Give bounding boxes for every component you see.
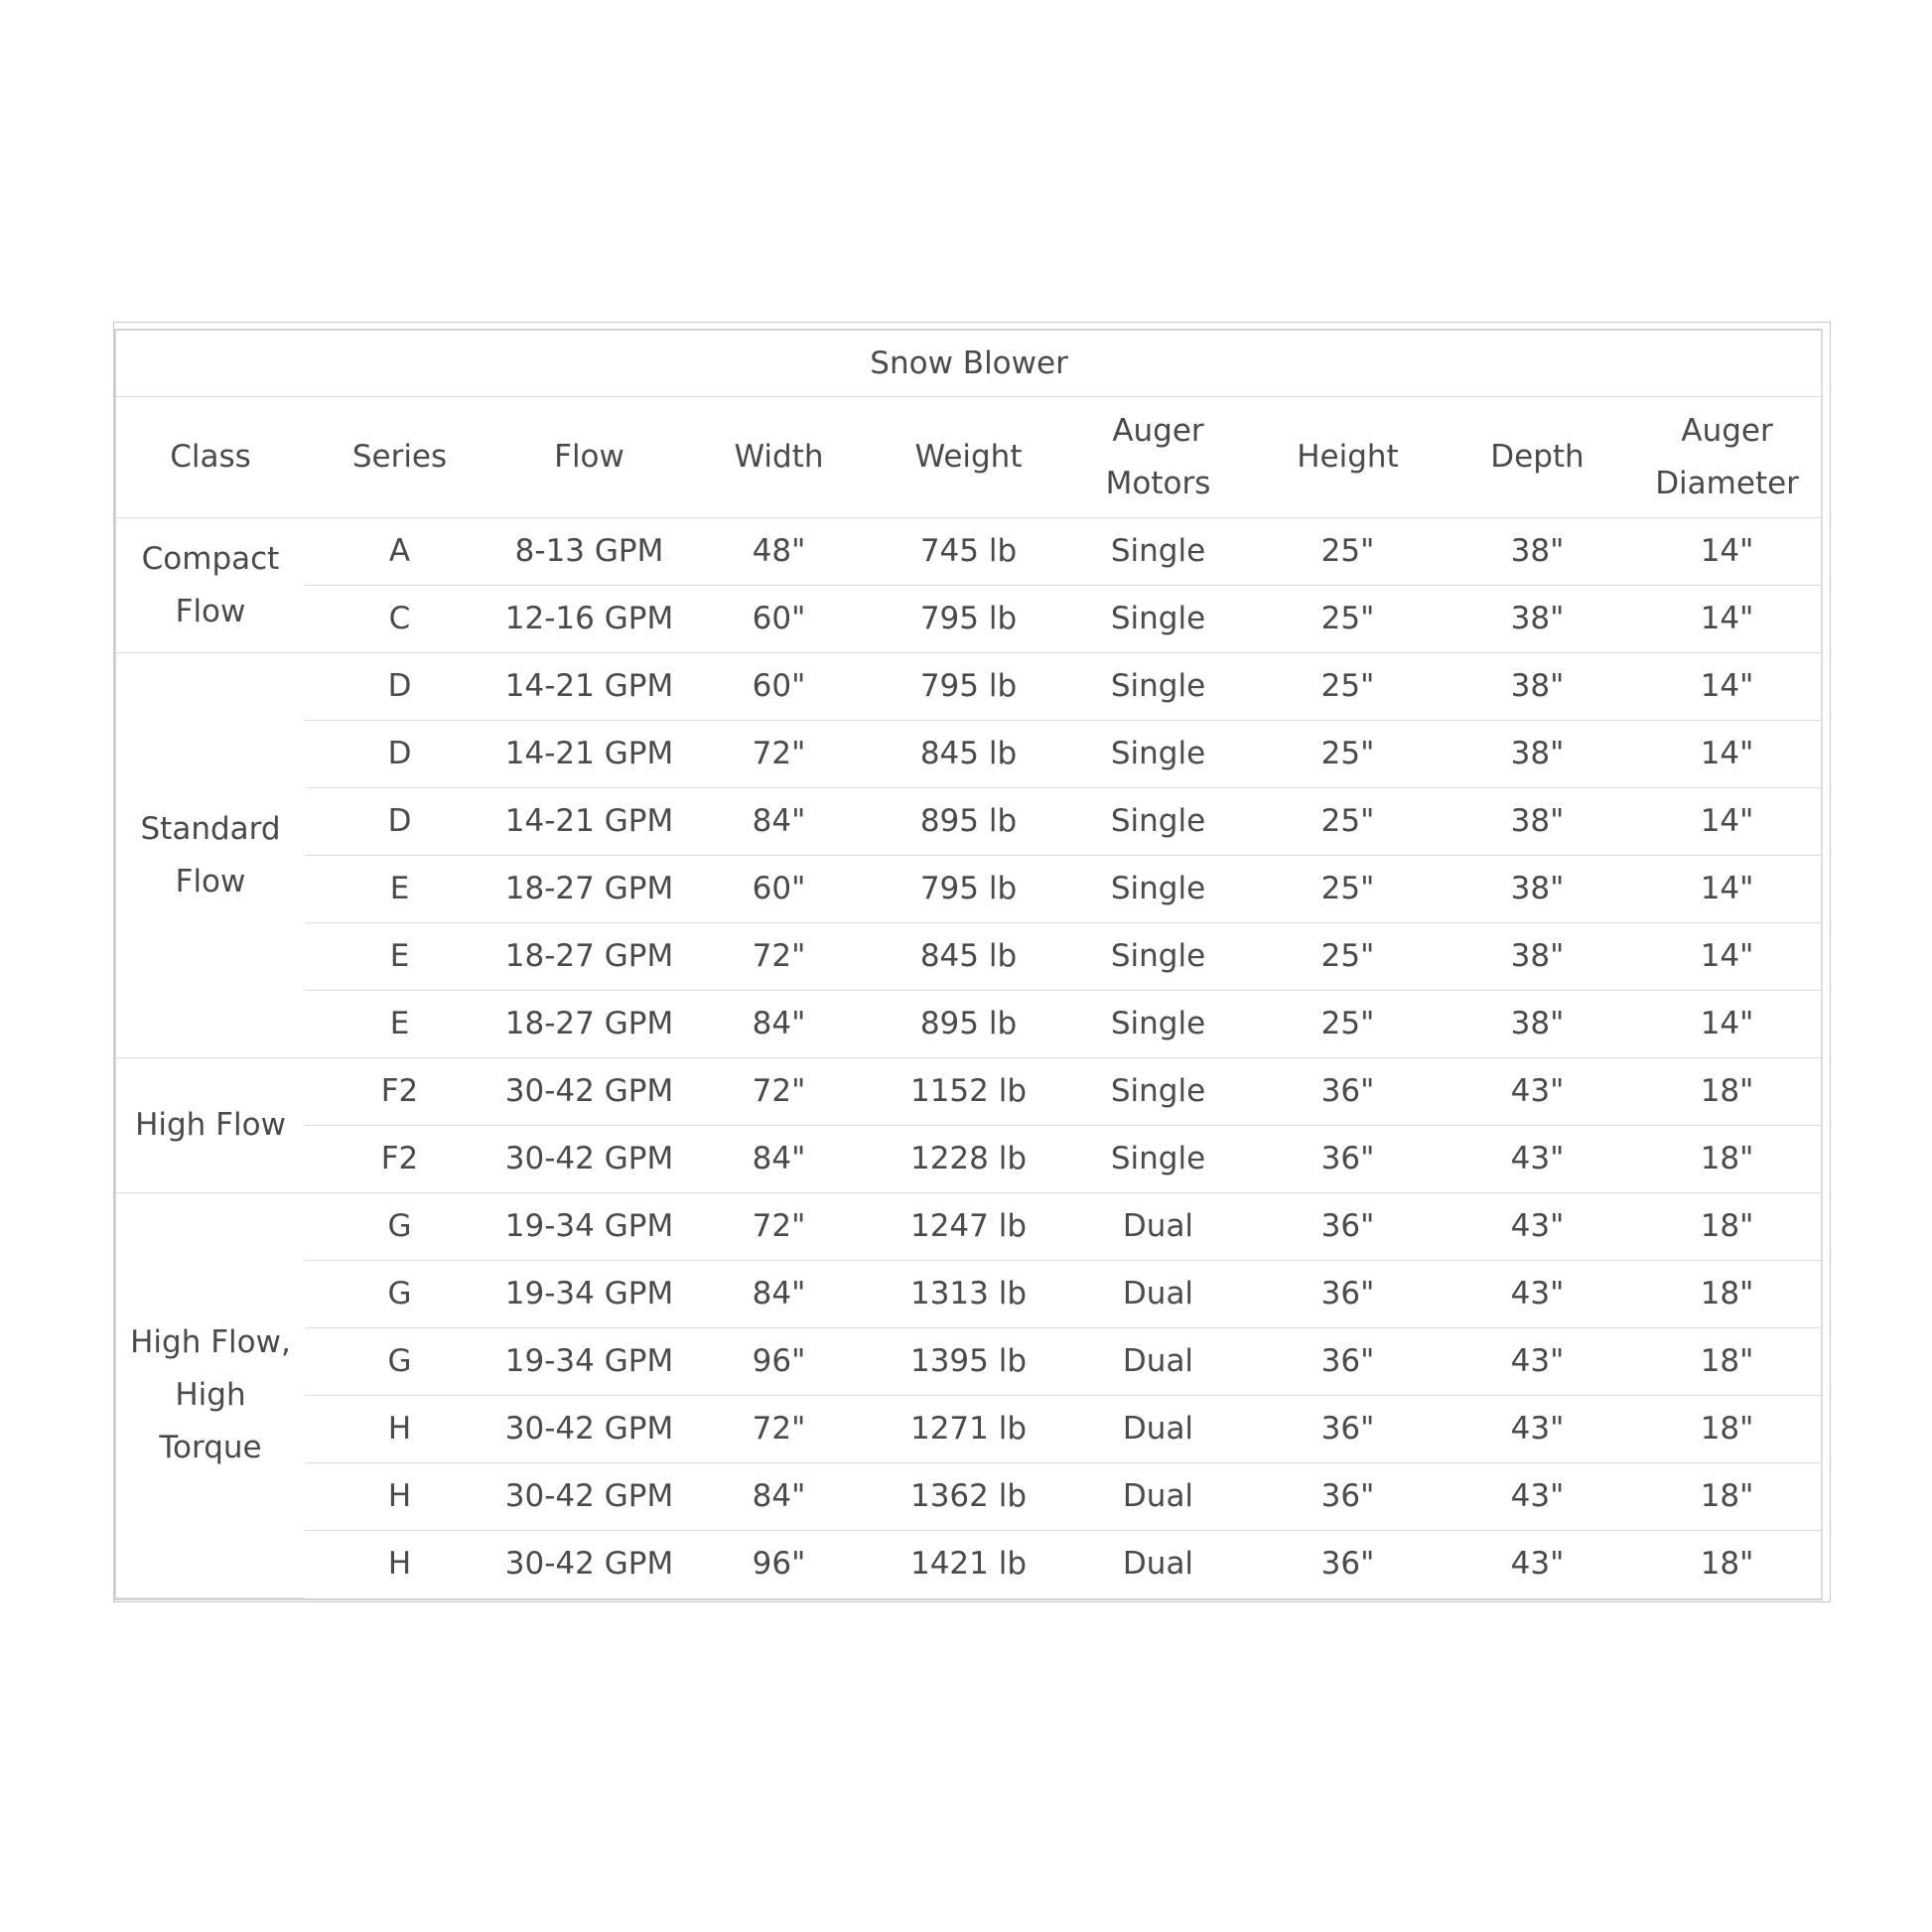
height-cell: 25" <box>1253 518 1443 586</box>
auger-motors-cell: Dual <box>1063 1463 1253 1531</box>
auger-motors-cell: Dual <box>1063 1396 1253 1463</box>
auger-motors-cell: Single <box>1063 586 1253 653</box>
flow-cell: 30-42 GPM <box>504 1546 674 1582</box>
auger-motors-cell: Single <box>1063 518 1253 586</box>
flow-cell: 14-21 GPM <box>494 653 684 721</box>
auger-motors-cell: Single <box>1063 923 1253 991</box>
series-cell: H <box>305 1463 494 1531</box>
auger-diameter-cell: 18" <box>1632 1193 1822 1261</box>
header-auger-diameter-line2: Diameter <box>1655 465 1799 501</box>
spec-table-container <box>114 329 1823 1600</box>
class-label-line: Compact <box>141 540 280 577</box>
class-label-line: High <box>175 1376 246 1413</box>
height-cell: 36" <box>1253 1126 1443 1193</box>
header-auger-diameter <box>1632 397 1822 518</box>
weight-cell: 1313 lb <box>874 1261 1063 1328</box>
auger-motors-cell: Single <box>1063 856 1253 923</box>
height-cell: 36" <box>1253 1396 1443 1463</box>
class-label-line: High Flow, <box>130 1323 291 1360</box>
auger-diameter-cell: 18" <box>1632 1328 1822 1396</box>
weight-cell: 795 lb <box>874 586 1063 653</box>
table-header-row <box>116 397 1822 518</box>
depth-cell: 43" <box>1443 1463 1632 1531</box>
width-cell: 48" <box>684 518 874 586</box>
class-cell <box>116 518 305 653</box>
series-cell: C <box>305 586 494 653</box>
height-cell: 25" <box>1253 653 1443 721</box>
width-cell: 72" <box>684 923 874 991</box>
auger-motors-cell: Single <box>1063 991 1253 1058</box>
depth-cell: 43" <box>1443 1261 1632 1328</box>
class-label-line: Flow <box>175 863 246 899</box>
table-row <box>116 518 1822 586</box>
series-cell: D <box>305 721 494 788</box>
weight-cell: 845 lb <box>874 923 1063 991</box>
table-row <box>116 653 1822 721</box>
depth-cell: 43" <box>1510 1546 1565 1582</box>
auger-diameter-cell: 18" <box>1632 1058 1822 1126</box>
depth-cell: 38" <box>1443 991 1632 1058</box>
width-cell: 72" <box>684 721 874 788</box>
header-auger-motors-line1: Auger <box>1112 412 1204 449</box>
auger-motors-cell: Dual <box>1063 1261 1253 1328</box>
class-label-line: Torque <box>159 1429 262 1465</box>
table-row <box>116 1193 1822 1261</box>
class-label-line: Flow <box>175 593 246 629</box>
header-flow: Flow <box>494 397 684 518</box>
flow-cell: 19-34 GPM <box>494 1193 684 1261</box>
depth-cell: 38" <box>1443 788 1632 856</box>
height-cell: 36" <box>1320 1546 1375 1582</box>
weight-cell: 1362 lb <box>874 1463 1063 1531</box>
header-depth: Depth <box>1443 397 1632 518</box>
table-row <box>116 1396 1822 1463</box>
auger-motors-cell: Dual <box>1063 1328 1253 1396</box>
table-row <box>116 1261 1822 1328</box>
flow-cell: 8-13 GPM <box>494 518 684 586</box>
height-cell: 36" <box>1253 1058 1443 1126</box>
series-cell: H <box>305 1396 494 1463</box>
class-cell <box>116 653 305 1058</box>
series-cell: G <box>305 1193 494 1261</box>
auger-diameter-cell: 14" <box>1632 788 1822 856</box>
weight-cell: 895 lb <box>874 991 1063 1058</box>
depth-cell: 43" <box>1443 1058 1632 1126</box>
table-row <box>116 721 1822 788</box>
width-cell: 84" <box>684 1126 874 1193</box>
table-row <box>116 1126 1822 1193</box>
header-auger-diameter-line1: Auger <box>1681 412 1773 449</box>
flow-cell: 30-42 GPM <box>494 1396 684 1463</box>
width-cell: 72" <box>684 1193 874 1261</box>
height-cell: 25" <box>1253 586 1443 653</box>
depth-cell: 38" <box>1443 721 1632 788</box>
auger-diameter-cell: 18" <box>1632 1261 1822 1328</box>
auger-diameter-cell: 18" <box>1632 1126 1822 1193</box>
table-row <box>116 1463 1822 1531</box>
weight-cell: 845 lb <box>874 721 1063 788</box>
width-cell: 84" <box>684 1463 874 1531</box>
width-cell: 60" <box>684 856 874 923</box>
width-cell: 96" <box>752 1546 806 1582</box>
depth-cell: 38" <box>1443 923 1632 991</box>
table-title-row <box>116 331 1822 397</box>
auger-motors-cell: Single <box>1063 653 1253 721</box>
weight-cell: 1247 lb <box>874 1193 1063 1261</box>
weight-cell: 1395 lb <box>874 1328 1063 1396</box>
height-cell: 25" <box>1253 856 1443 923</box>
width-cell: 84" <box>684 991 874 1058</box>
depth-cell: 43" <box>1443 1396 1632 1463</box>
weight-cell: 1421 lb <box>909 1546 1028 1582</box>
auger-diameter-cell: 14" <box>1632 923 1822 991</box>
table-row <box>116 1531 1822 1598</box>
series-cell: G <box>305 1261 494 1328</box>
height-cell: 25" <box>1253 923 1443 991</box>
width-cell: 96" <box>684 1328 874 1396</box>
class-cell <box>116 1193 305 1598</box>
weight-cell: 1228 lb <box>874 1126 1063 1193</box>
weight-cell: 1271 lb <box>874 1396 1063 1463</box>
depth-cell: 43" <box>1443 1126 1632 1193</box>
width-cell: 72" <box>684 1396 874 1463</box>
class-label-line: Standard <box>140 810 281 847</box>
class-cell <box>116 1058 305 1193</box>
depth-cell: 38" <box>1443 653 1632 721</box>
table-title: Snow Blower <box>116 331 1822 397</box>
table-row <box>116 788 1822 856</box>
header-class: Class <box>116 397 305 518</box>
auger-diameter-cell: 18" <box>1632 1396 1822 1463</box>
weight-cell: 745 lb <box>874 518 1063 586</box>
flow-cell: 14-21 GPM <box>494 721 684 788</box>
series-cell: D <box>305 653 494 721</box>
flow-cell: 12-16 GPM <box>494 586 684 653</box>
auger-diameter-cell: 14" <box>1632 856 1822 923</box>
weight-cell: 795 lb <box>874 653 1063 721</box>
width-cell: 84" <box>684 1261 874 1328</box>
series-cell: E <box>305 856 494 923</box>
table-row <box>116 586 1822 653</box>
header-series: Series <box>305 397 494 518</box>
auger-diameter-cell: 18" <box>1700 1546 1754 1582</box>
flow-cell: 19-34 GPM <box>494 1328 684 1396</box>
auger-motors-cell: Dual <box>1122 1546 1194 1582</box>
height-cell: 36" <box>1253 1193 1443 1261</box>
flow-cell: 18-27 GPM <box>494 923 684 991</box>
snow-blower-spec-table <box>116 331 1822 1598</box>
width-cell: 60" <box>684 586 874 653</box>
auger-diameter-cell: 14" <box>1632 586 1822 653</box>
table-row <box>116 1058 1822 1126</box>
weight-cell: 895 lb <box>874 788 1063 856</box>
auger-diameter-cell: 14" <box>1632 518 1822 586</box>
weight-cell: 795 lb <box>874 856 1063 923</box>
depth-cell: 38" <box>1443 518 1632 586</box>
header-auger-motors <box>1063 397 1253 518</box>
auger-motors-cell: Dual <box>1063 1193 1253 1261</box>
header-width: Width <box>684 397 874 518</box>
series-cell: F2 <box>305 1126 494 1193</box>
header-height: Height <box>1253 397 1443 518</box>
width-cell: 60" <box>684 653 874 721</box>
height-cell: 36" <box>1253 1328 1443 1396</box>
flow-cell: 30-42 GPM <box>494 1126 684 1193</box>
depth-cell: 43" <box>1443 1328 1632 1396</box>
flow-cell: 18-27 GPM <box>494 991 684 1058</box>
auger-diameter-cell: 14" <box>1632 991 1822 1058</box>
header-weight: Weight <box>874 397 1063 518</box>
auger-motors-cell: Single <box>1063 721 1253 788</box>
height-cell: 36" <box>1253 1261 1443 1328</box>
table-row <box>116 991 1822 1058</box>
width-cell: 72" <box>684 1058 874 1126</box>
flow-cell: 18-27 GPM <box>494 856 684 923</box>
flow-cell: 30-42 GPM <box>494 1463 684 1531</box>
series-cell: H <box>387 1546 412 1582</box>
header-auger-motors-line2: Motors <box>1105 465 1211 501</box>
table-row <box>116 856 1822 923</box>
series-cell: E <box>305 923 494 991</box>
auger-motors-cell: Single <box>1063 1126 1253 1193</box>
series-cell: F2 <box>305 1058 494 1126</box>
auger-diameter-cell: 18" <box>1632 1463 1822 1531</box>
weight-cell: 1152 lb <box>874 1058 1063 1126</box>
series-cell: G <box>305 1328 494 1396</box>
flow-cell: 30-42 GPM <box>494 1058 684 1126</box>
depth-cell: 38" <box>1443 586 1632 653</box>
auger-diameter-cell: 14" <box>1632 653 1822 721</box>
flow-cell: 14-21 GPM <box>494 788 684 856</box>
width-cell: 84" <box>684 788 874 856</box>
table-row <box>116 923 1822 991</box>
auger-motors-cell: Single <box>1063 788 1253 856</box>
series-cell: E <box>305 991 494 1058</box>
depth-cell: 38" <box>1443 856 1632 923</box>
height-cell: 25" <box>1253 991 1443 1058</box>
height-cell: 25" <box>1253 721 1443 788</box>
height-cell: 25" <box>1253 788 1443 856</box>
series-cell: A <box>305 518 494 586</box>
auger-motors-cell: Single <box>1063 1058 1253 1126</box>
height-cell: 36" <box>1253 1463 1443 1531</box>
series-cell: D <box>305 788 494 856</box>
table-row <box>116 1328 1822 1396</box>
depth-cell: 43" <box>1443 1193 1632 1261</box>
flow-cell: 19-34 GPM <box>494 1261 684 1328</box>
auger-diameter-cell: 14" <box>1632 721 1822 788</box>
class-label-line: High Flow <box>135 1107 286 1143</box>
